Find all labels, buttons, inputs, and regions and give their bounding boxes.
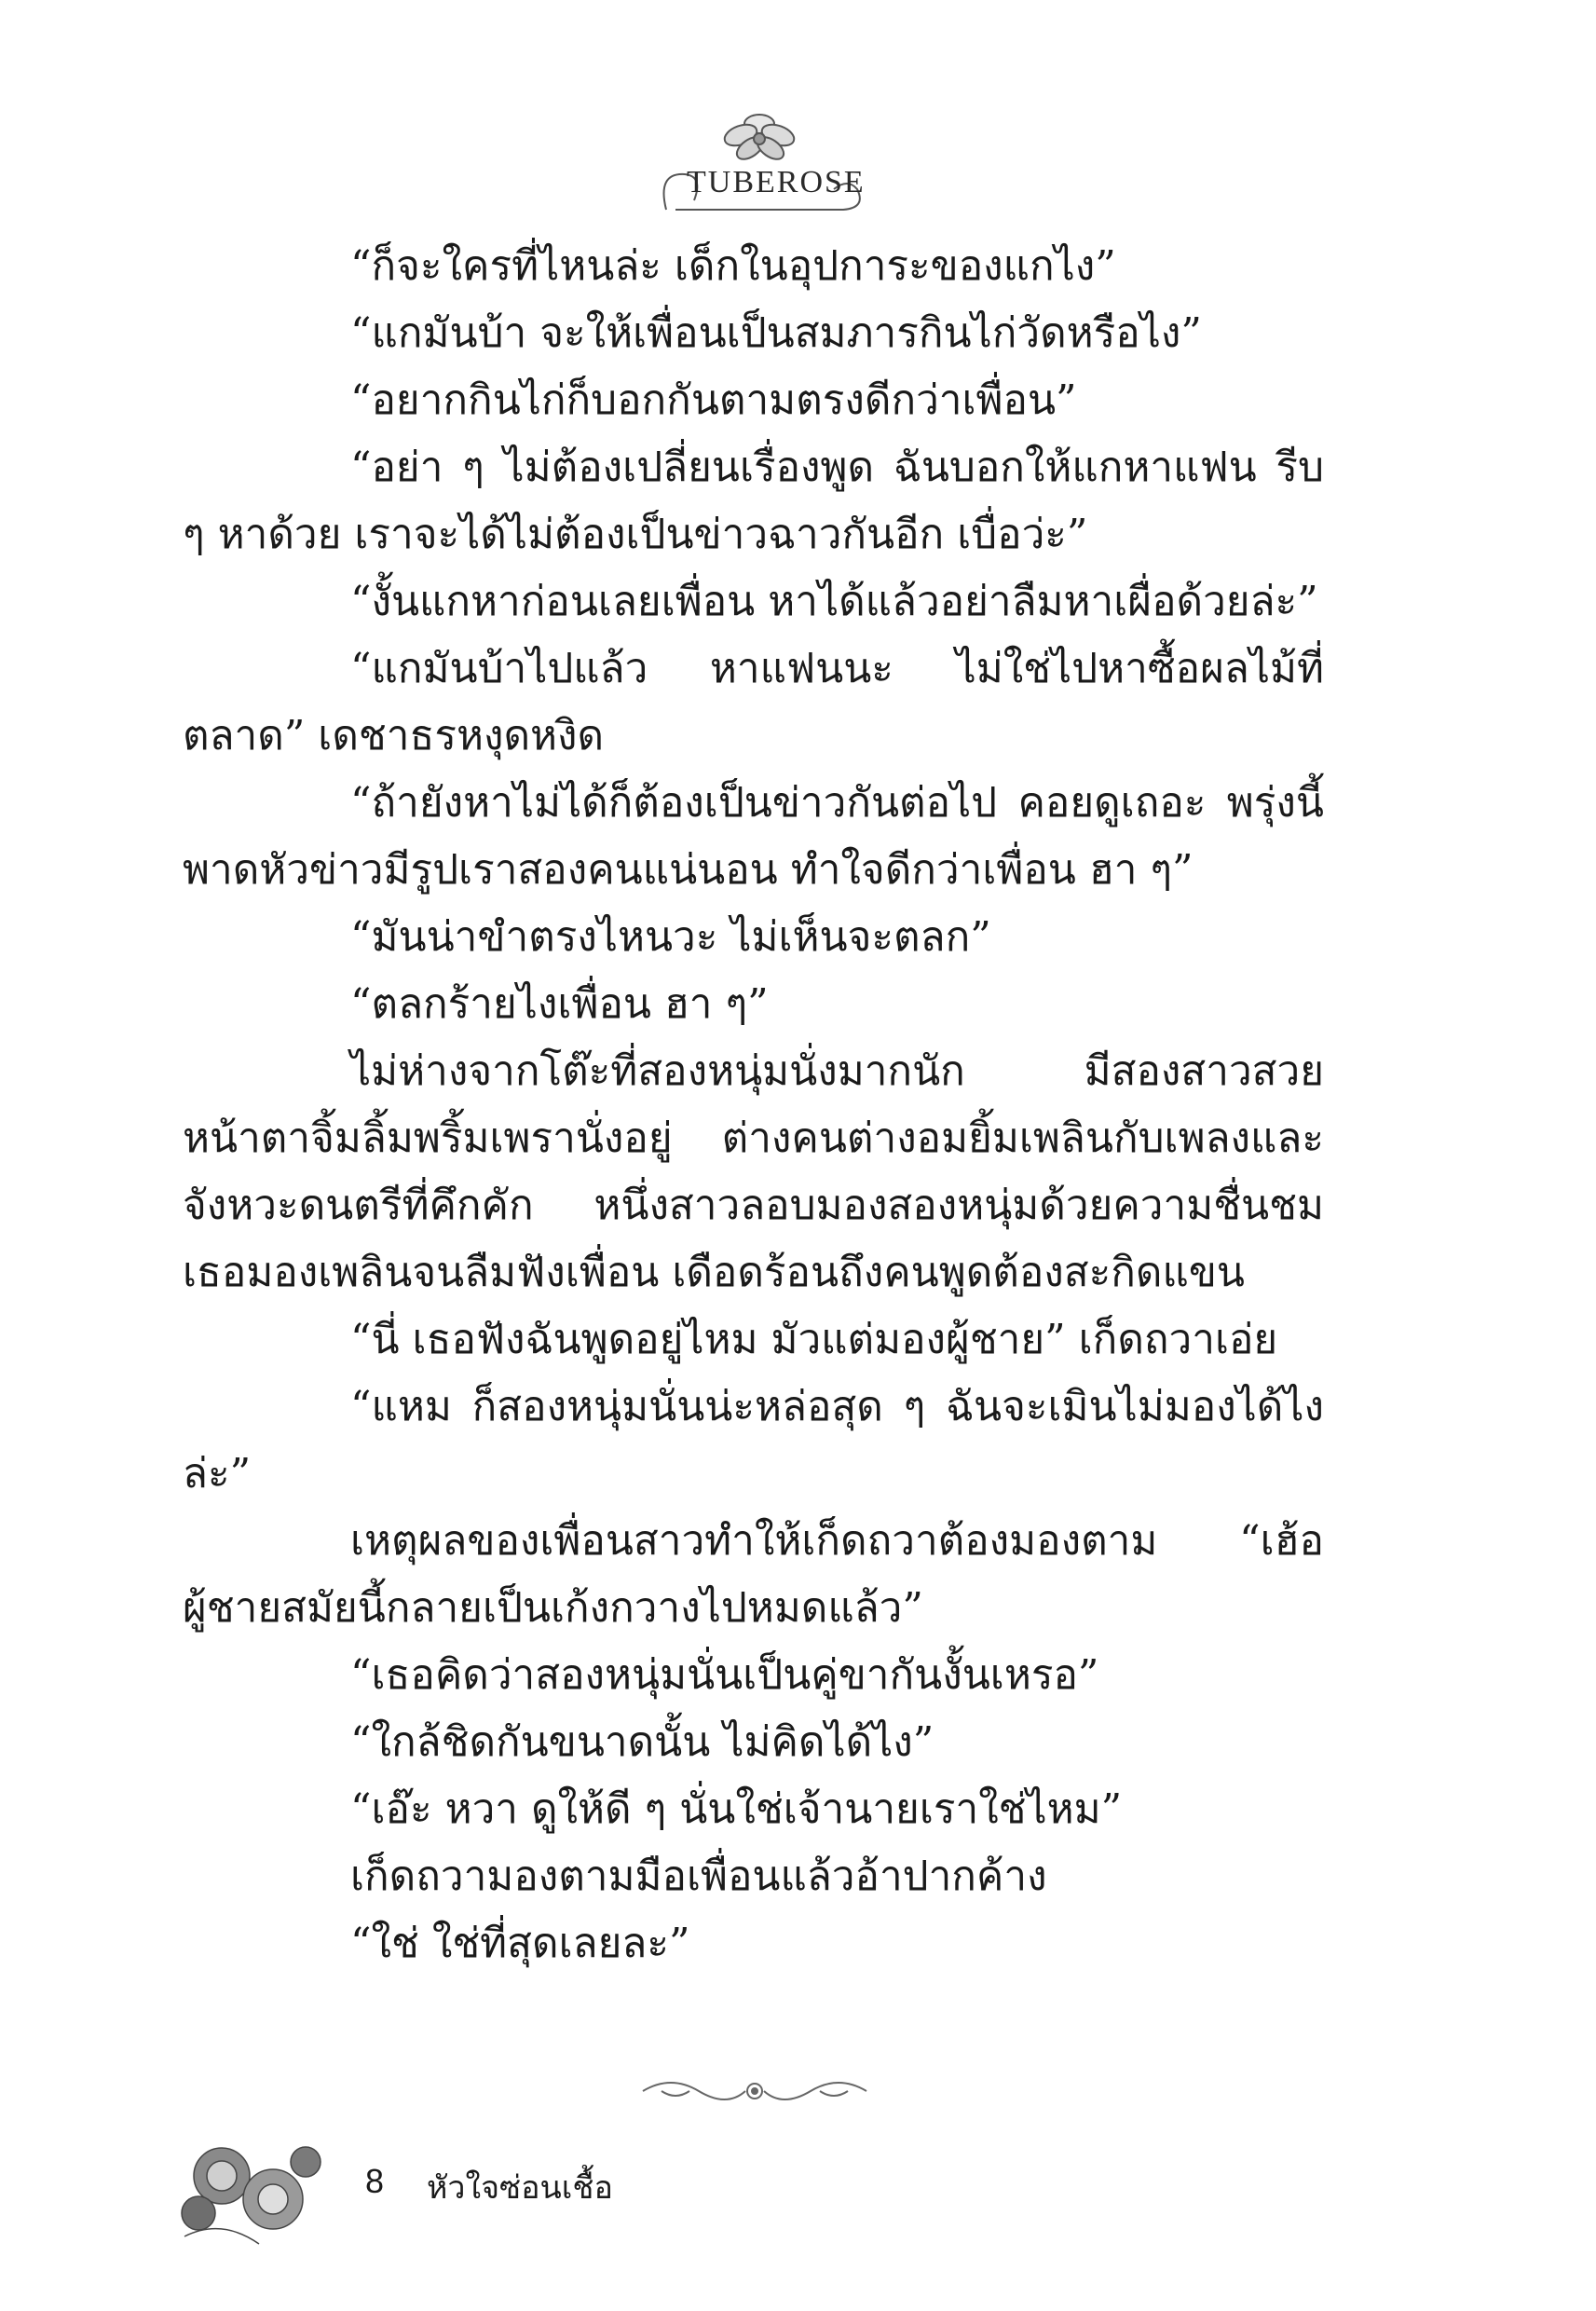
paragraph: “แกมันบ้าไปแล้ว หาแฟนนะ ไม่ใช่ไปหาซื้อผลไม้ที่ตลาด” เดชาธรหงุดหงิด <box>183 645 1324 759</box>
paragraph: “ถ้ายังหาไม่ได้ก็ต้องเป็นข่าวกันต่อไป คอยดูเถอะ พรุ่งนี้ พาดหัวข่าวมีรูปเราสองคนแน่นอน ทำใจดีกว่าเพื่อน ฮา ๆ” <box>183 779 1324 894</box>
paragraph: “อยากกินไก่ก็บอกกันตามตรงดีกว่าเพื่อน” <box>350 376 1077 424</box>
header-logo <box>648 89 871 228</box>
page-body <box>183 233 1324 1977</box>
page-number: 8 <box>365 2162 385 2200</box>
paragraph: “นี่ เธอฟังฉันพูดอยู่ไหม มัวแต่มองผู้ชาย” เก็ดถวาเอ่ย <box>350 1316 1278 1363</box>
paragraph: “เธอคิดว่าสองหนุ่มนั่นเป็นคู่ขากันงั้นเหรอ” <box>350 1651 1099 1699</box>
logo-wordmark: TUBEROSE <box>687 165 866 199</box>
paragraph: “แหม ก็สองหนุ่มนั่นน่ะหล่อสุด ๆ ฉันจะเมินไม่มองได้ไงล่ะ” <box>183 1383 1324 1497</box>
book-title: หัวใจซ่อนเชื้อ <box>427 2169 613 2207</box>
paragraph: “เอ๊ะ หวา ดูให้ดี ๆ นั่นใช่เจ้านายเราใช่ไหม” <box>350 1785 1123 1833</box>
footer-decoration <box>166 2125 334 2255</box>
tuberose-flower-logo-icon <box>648 89 871 228</box>
paragraph: “งั้นแกหาก่อนเลยเพื่อน หาได้แล้วอย่าลืมหาเผื่อด้วยล่ะ” <box>350 578 1318 625</box>
paragraph: เหตุผลของเพื่อนสาวทำให้เก็ดถวาต้องมองตาม “เฮ้อ ผู้ชายสมัยนี้กลายเป็นเก้งกวางไปหมดแล้ว” <box>183 1517 1324 1632</box>
paragraph: “ตลกร้ายไงเพื่อน ฮา ๆ” <box>350 980 769 1028</box>
paragraph: “ก็จะใครที่ไหนล่ะ เด็กในอุปการะของแกไง” <box>350 242 1116 290</box>
paragraph: “มันน่าขำตรงไหนวะ ไม่เห็นจะตลก” <box>350 913 991 961</box>
page-footer <box>0 2125 1596 2264</box>
flourish-ornament-icon <box>634 2071 876 2112</box>
paragraph: เก็ดถวามองตามมือเพื่อนแล้วอ้าปากค้าง <box>350 1853 1047 1900</box>
paragraph: “ใกล้ชิดกันขนาดนั้น ไม่คิดได้ไง” <box>350 1718 934 1766</box>
paragraph: “ใช่ ใช่ที่สุดเลยละ” <box>350 1920 690 1967</box>
paragraph: ไม่ห่างจากโต๊ะที่สองหนุ่มนั่งมากนัก มีสองสาวสวยหน้าตาจิ้มลิ้มพริ้มเพรานั่งอยู่ ต่างคนต่างอมยิ้มเพลินกับเพลงและจังหวะดนตรีที่คึกคัก หนึ่งสาวลอบมองสองหนุ่มด้วยความชื่นชม เธอมองเพลินจนลืมฟังเพื่อน เดือดร้อนถึงคนพูดต้องสะกิดแขน <box>183 1047 1324 1296</box>
paragraph: “อย่า ๆ ไม่ต้องเปลี่ยนเรื่องพูด ฉันบอกให้แกหาแฟน รีบ ๆ หาด้วย เราจะได้ไม่ต้องเป็นข่าวฉาวกันอีก เบื่อว่ะ” <box>183 444 1324 558</box>
paragraph: “แกมันบ้า จะให้เพื่อนเป็นสมภารกินไก่วัดหรือไง” <box>350 309 1202 357</box>
flower-cluster-icon <box>166 2125 334 2255</box>
section-divider <box>634 2071 876 2112</box>
